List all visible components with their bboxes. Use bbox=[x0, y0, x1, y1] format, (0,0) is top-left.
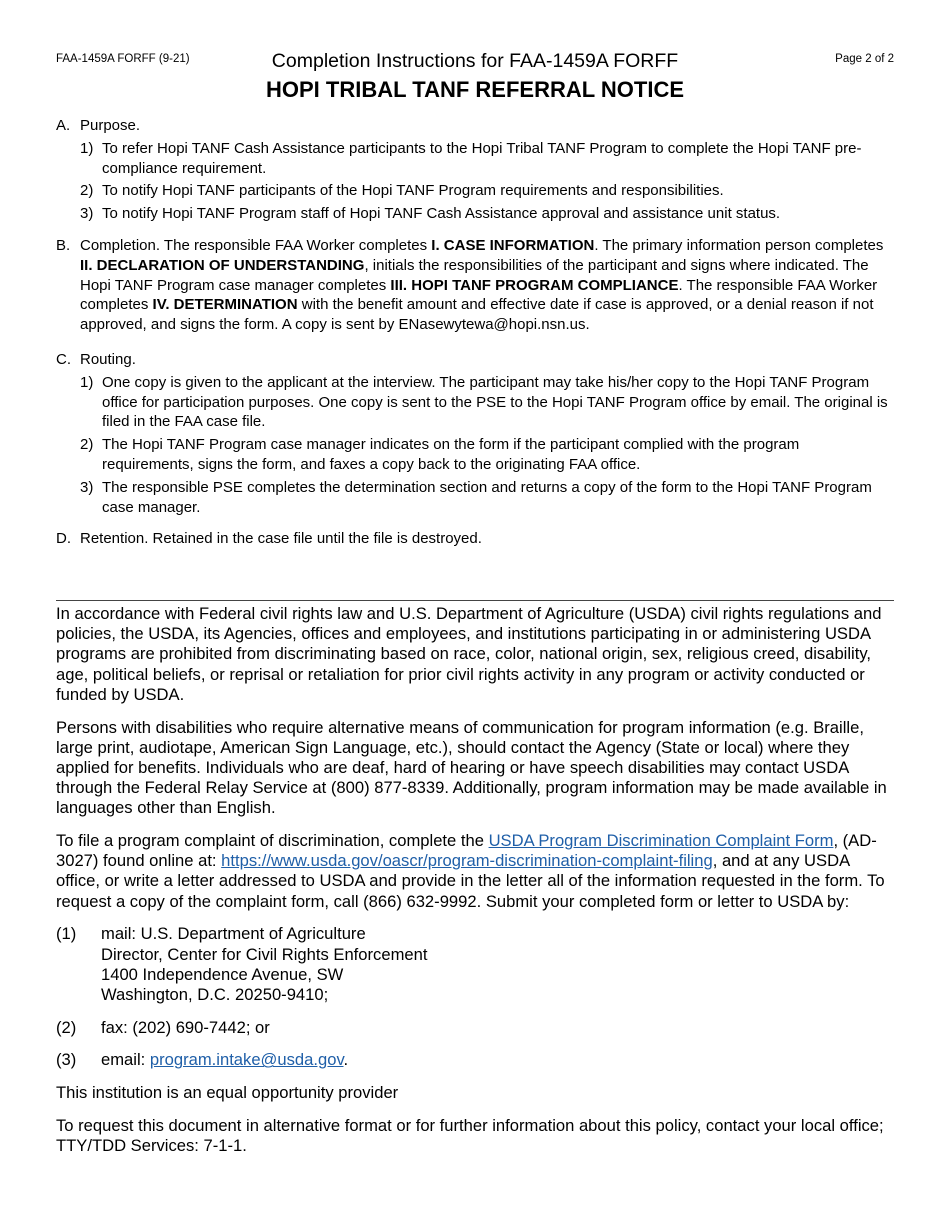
item-number: 3) bbox=[80, 205, 94, 223]
item-text: One copy is given to the applicant at the interview. The participant may take his/her copy to the Hopi TANF Program office for participation purposes. One copy is sent to the PSE to the Hopi TANF Program office by email. The original is filed in the FAA case file. bbox=[102, 373, 888, 431]
equal-opportunity-statement: This institution is an equal opportunity provider bbox=[56, 1083, 399, 1103]
item-number: 2) bbox=[80, 436, 94, 454]
page-title: HOPI TRIBAL TANF REFERRAL NOTICE bbox=[266, 77, 684, 102]
list-item bbox=[80, 204, 894, 224]
item-text: To refer Hopi TANF Cash Assistance participants to the Hopi Tribal TANF Program to complete the Hopi TANF pre-compliance requirement. bbox=[102, 139, 862, 177]
mail-line: Washington, D.C. 20250-9410; bbox=[101, 984, 329, 1004]
section-letter: B. bbox=[56, 236, 71, 254]
item-text: To notify Hopi TANF participants of the Hopi TANF Program requirements and responsibilities. bbox=[102, 182, 724, 200]
section-title: Purpose. bbox=[80, 117, 141, 134]
divider bbox=[56, 600, 894, 601]
completion-text: Completion. The responsible FAA Worker completes I. CASE INFORMATION. The primary information person completes II. DECLARATION OF UNDERSTANDING, initials the responsibilities of the participant and signs where indicated. The Hopi TANF Program case manager completes III. HOPI TANF PROGRAM COMPLIANCE. The responsible FAA Worker completes IV. DETERMINATION with the benefit amount and effective date if case is approved, or a denial reason if not approved, and signs the form. A copy is sent by ENasewytewa@hopi.nsn.us. bbox=[80, 236, 884, 334]
contact-mail bbox=[56, 924, 894, 1005]
instructions bbox=[56, 116, 894, 549]
fax-text: fax: (202) 690-7442; or bbox=[101, 1017, 270, 1037]
alternative-format-statement: To request this document in alternative format or for further information about this policy, contact your local office; TTY/TDD Services: 7-1-1. bbox=[56, 1115, 884, 1155]
form-code: FAA-1459A FORFF (9-21) bbox=[56, 53, 190, 65]
item-number: 1) bbox=[80, 373, 94, 391]
mail-line: Director, Center for Civil Rights Enforcement bbox=[101, 944, 428, 964]
complaint-filing-url-link[interactable]: https://www.usda.gov/oascr/program-discrimination-complaint-filing bbox=[221, 851, 713, 871]
item-number: 2) bbox=[80, 182, 94, 200]
section-routing bbox=[56, 350, 894, 520]
email-link[interactable]: program.intake@usda.gov bbox=[149, 1050, 344, 1070]
legal-paragraph: In accordance with Federal civil rights law and U.S. Department of Agriculture (USDA) civil rights regulations and policies, the USDA, its Agencies, offices and employees, and institutions participating in or administering USDA programs are prohibited from discriminating based on race, color, national origin, sex, religious creed, disability, age, political beliefs, or reprisal or retaliation for prior civil rights activity in any program or activity conducted or funded by USDA. bbox=[56, 604, 882, 704]
contact-number: (3) bbox=[56, 1050, 77, 1070]
section-retention bbox=[56, 529, 894, 549]
contact-number: (2) bbox=[56, 1017, 77, 1037]
mail-line: 1400 Independence Avenue, SW bbox=[101, 964, 344, 984]
section-completion bbox=[56, 236, 894, 335]
list-item bbox=[80, 139, 894, 179]
item-text: The responsible PSE completes the determination section and returns a copy of the form to the Hopi TANF Program case manager. bbox=[102, 478, 872, 516]
list-item bbox=[80, 478, 894, 518]
list-item bbox=[80, 181, 894, 201]
section-purpose bbox=[56, 116, 894, 227]
section-letter: A. bbox=[56, 117, 71, 134]
contact-fax bbox=[56, 1018, 894, 1038]
item-number: 3) bbox=[80, 478, 94, 496]
list-item bbox=[80, 373, 894, 432]
section-letter: D. bbox=[56, 530, 71, 548]
complaint-form-link[interactable]: USDA Program Discrimination Complaint Form bbox=[488, 831, 834, 851]
contact-number: (1) bbox=[56, 924, 77, 944]
section-letter: C. bbox=[56, 350, 71, 368]
complaint-paragraph: To file a program complaint of discrimination, complete the USDA Program Discrimination Complaint Form, (AD-3027) found online at: https://www.usda.gov/oascr/program-discrimination-complaint-filing, and at any USDA office, or write a letter addressed to USDA and provide in the letter all of the information requested in the form. To request a copy of the complaint form, call (866) 632-9992. Submit your completed form or letter to USDA by: bbox=[56, 831, 885, 911]
item-number: 1) bbox=[80, 139, 94, 157]
contact-email: (3) email: program.intake@usda.gov. bbox=[56, 1050, 349, 1070]
list-item bbox=[80, 435, 894, 475]
section-title: Routing. bbox=[80, 350, 136, 368]
item-text: The Hopi TANF Program case manager indicates on the form if the participant complied with the program requirements, signs the form, and faxes a copy back to the originating FAA office. bbox=[102, 436, 800, 473]
page-number: Page 2 of 2 bbox=[835, 53, 894, 65]
nondiscrimination-statement bbox=[56, 604, 894, 1169]
retention-text: Retention. Retained in the case file until the file is destroyed. bbox=[80, 530, 482, 548]
legal-paragraph: Persons with disabilities who require alternative means of communication for program information (e.g. Braille, large print, audiotape, American Sign Language, etc.), should contact the Agency (State or local) where they applied for benefits. Individuals who are deaf, hard of hearing or have speech disabilities may contact USDA through the Federal Relay Service at (800) 877-8339. Additionally, program information may be made available in languages other than English. bbox=[56, 717, 887, 818]
mail-line: mail: U.S. Department of Agriculture bbox=[101, 924, 366, 944]
item-text: To notify Hopi TANF Program staff of Hopi TANF Cash Assistance approval and assistance unit status. bbox=[102, 205, 781, 223]
form-heading: Completion Instructions for FAA-1459A FORFF bbox=[271, 50, 679, 72]
